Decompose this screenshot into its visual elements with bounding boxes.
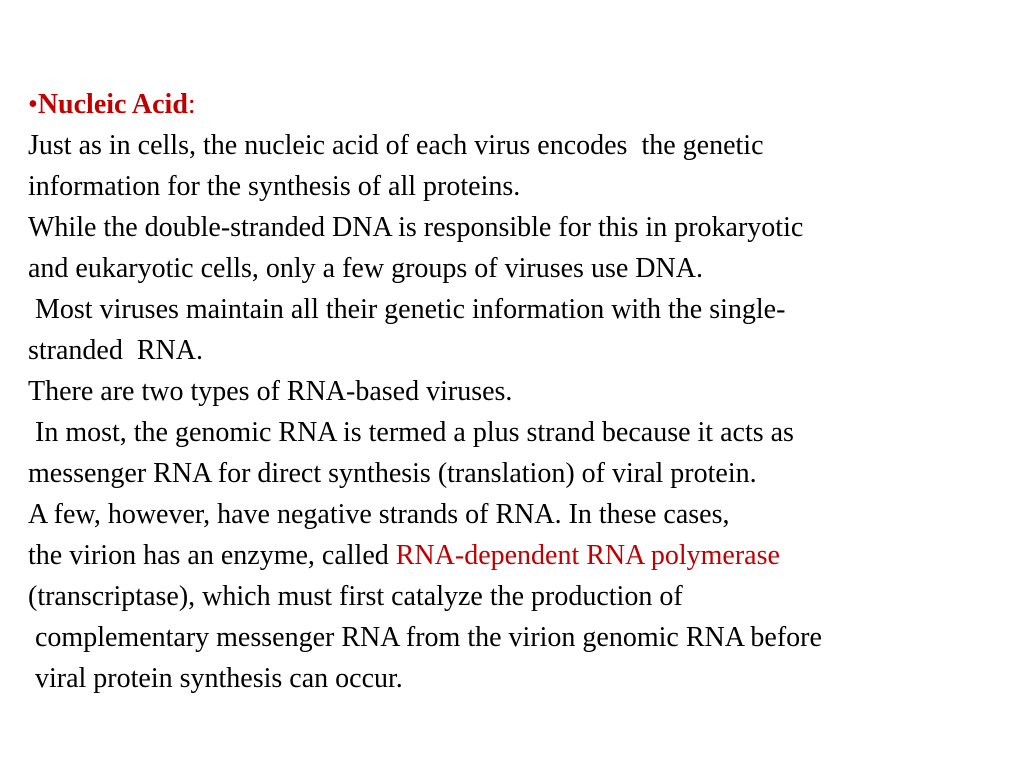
text-line-6: stranded RNA.	[28, 335, 203, 366]
text-line-5: Most viruses maintain all their genetic information with the single-	[28, 294, 786, 325]
text-line-2: information for the synthesis of all proteins.	[28, 171, 521, 202]
text-line-9: messenger RNA for direct synthesis (translation) of viral protein.	[28, 458, 757, 489]
text-line-7: There are two types of RNA-based viruses.	[28, 376, 513, 407]
heading-line	[28, 84, 1008, 125]
text-line-3: While the double-stranded DNA is responsible for this in prokaryotic	[28, 212, 804, 243]
slide-body	[28, 84, 1008, 699]
text-line-12: (transcriptase), which must first catalyze the production of	[28, 581, 683, 612]
text-line-8: In most, the genomic RNA is termed a plus strand because it acts as	[28, 417, 794, 448]
text-line-13: complementary messenger RNA from the virion genomic RNA before	[28, 622, 822, 653]
text-line-11	[28, 535, 1008, 576]
enzyme-term: RNA-dependent RNA polymerase	[395, 540, 780, 571]
text-line-11-start: the virion has an enzyme, called	[28, 540, 396, 571]
text-line-1: Just as in cells, the nucleic acid of each virus encodes the genetic	[28, 130, 764, 161]
section-heading: Nucleic Acid	[37, 89, 188, 120]
bullet-icon: •	[28, 89, 38, 120]
text-line-10: A few, however, have negative strands of RNA. In these cases,	[28, 499, 730, 530]
heading-colon: :	[187, 89, 196, 120]
text-line-14: viral protein synthesis can occur.	[28, 663, 403, 694]
text-line-4: and eukaryotic cells, only a few groups of viruses use DNA.	[28, 253, 703, 284]
